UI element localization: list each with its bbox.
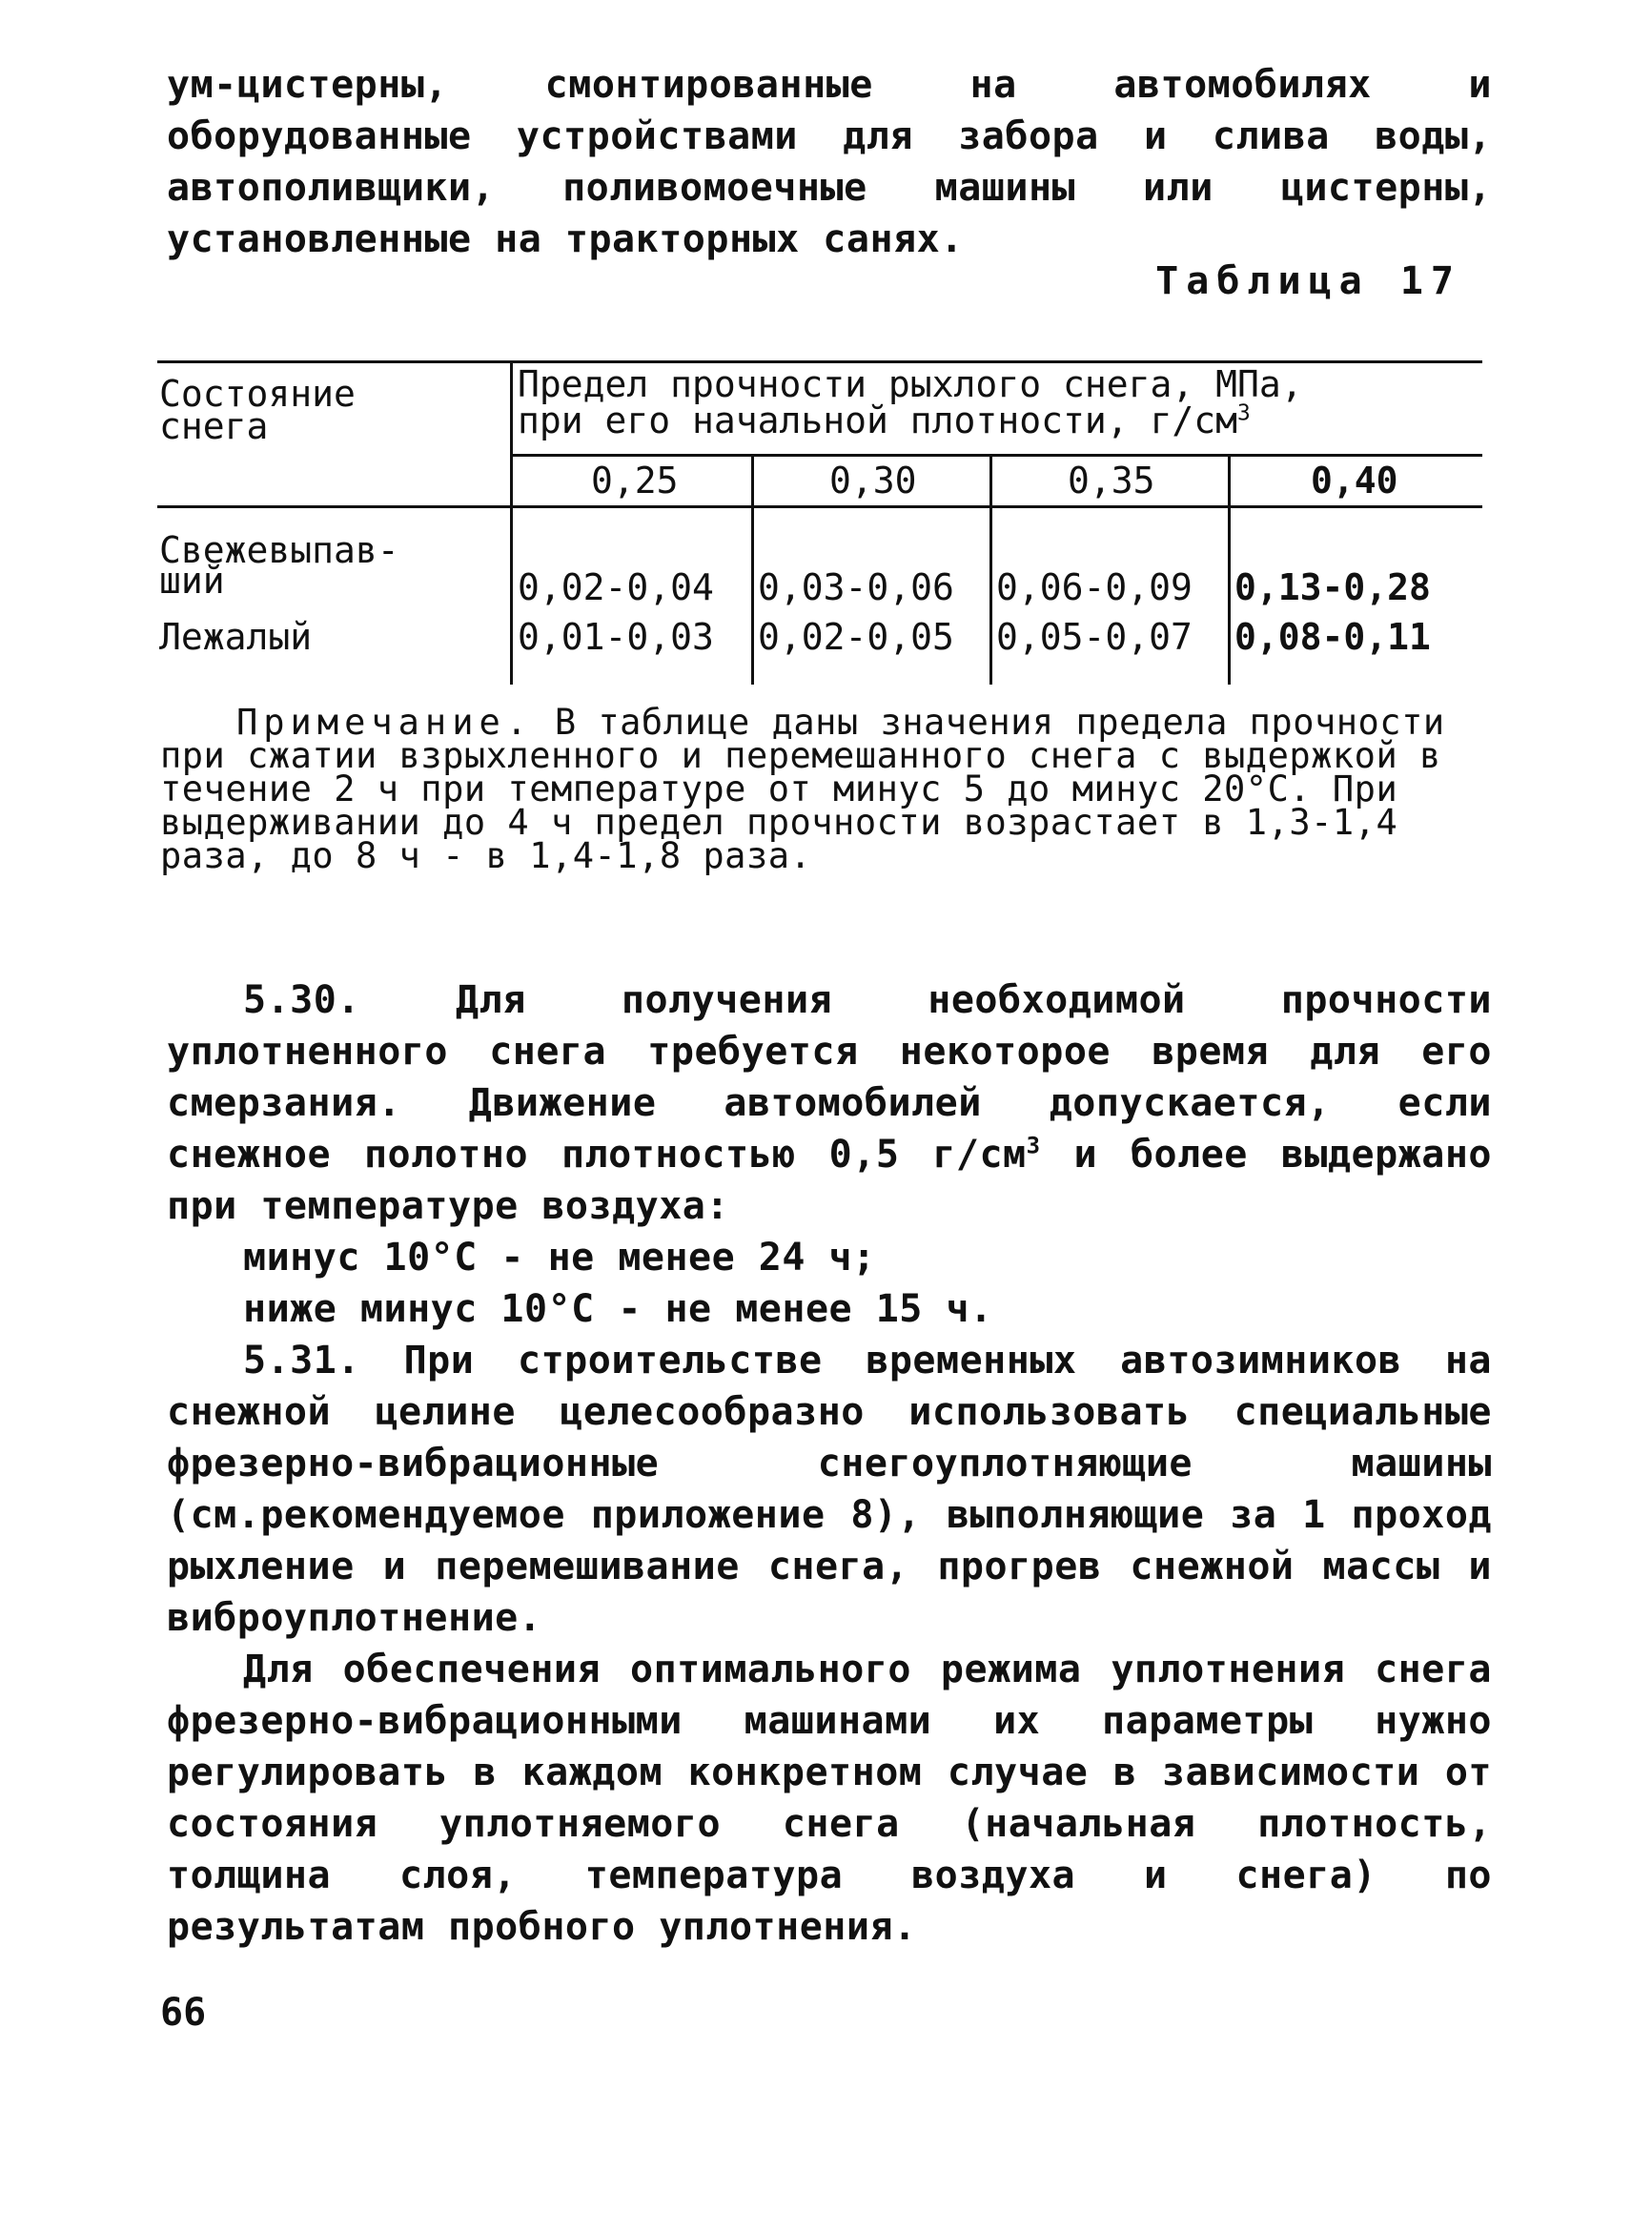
paragraph-final: Для обеспечения оптимального режима уплотнения снега фрезерно-вибрационными машинами их параметры нужно регулировать в каждом конкретном случае в зависимости от состояния уплотняемого снега (начальная плотность, толщина слоя, температура воздуха и снега) по результатам пробного уплотнения. bbox=[167, 1648, 1492, 1949]
condition-below-minus-10: ниже минус 10°С - не менее 15 ч. bbox=[243, 1287, 993, 1331]
table-note bbox=[160, 702, 1485, 876]
table-cell: 0,13-0,28 bbox=[1234, 566, 1431, 608]
row-label: Лежалый bbox=[159, 616, 313, 658]
body-text bbox=[167, 974, 1492, 1953]
condition-minus-10: минус 10°С - не менее 24 ч; bbox=[243, 1236, 876, 1280]
table-vrule-3 bbox=[989, 454, 992, 685]
page-number: 66 bbox=[160, 1991, 207, 2035]
note-text: В таблице даны значения предела прочности при сжатии взрыхленного и перемешанного снега с выдержкой в течение 2 ч при температуре от минус 5 до минус 20°С. При выдерживании до 4 ч предел прочности возрастает в 1,3-1,4 раза, до 8 ч - в 1,4-1,8 раза. bbox=[160, 702, 1445, 876]
intro-paragraph: ум-цистерны, смонтированные на автомобилях и оборудованные устройствами для забора и слива воды, автополивщики, поливомоечные машины или цистерны, установленные на тракторных санях. bbox=[167, 63, 1492, 261]
table-cell: 0,03-0,06 bbox=[758, 566, 954, 608]
table-cell: 0,08-0,11 bbox=[1234, 616, 1431, 658]
table-group-rule bbox=[510, 454, 1482, 457]
paragraph-5-31: 5.31. При строительстве временных автозимников на снежной целине целесообразно использовать специальные фрезерно-вибрационные снегоуплотняющие машины (см.рекомендуемое приложение 8), выполняющие за 1 проход рыхление и перемешивание снега, прогрев снежной массы и виброуплотнение. bbox=[167, 1339, 1492, 1640]
row-header-label: Состояние снега bbox=[159, 373, 356, 447]
col-header-4: 0,40 bbox=[1311, 460, 1398, 502]
col-header-1: 0,25 bbox=[591, 460, 679, 502]
table-caption: Таблица 17 bbox=[1155, 259, 1461, 303]
group-header-line2: при его начальной плотности, $г/см^3$ bbox=[518, 399, 1251, 441]
table-header-rule bbox=[157, 505, 1482, 508]
table-vrule-4 bbox=[1228, 454, 1231, 685]
paragraph-5-30: 5.30. Для получения необходимой прочности уплотненного снега требуется некоторое время для его смерзания. Движение автомобилей допускается, если снежное полотно плотностью 0,5 $г/см^3$ и более выдержано при температуре воздуха: bbox=[167, 978, 1492, 1228]
table-cell: 0,01-0,03 bbox=[518, 616, 714, 658]
data-table bbox=[157, 360, 1482, 685]
group-header-line1: Предел прочности рыхлого снега, МПа, bbox=[518, 363, 1303, 405]
table-cell: 0,02-0,05 bbox=[758, 616, 954, 658]
table-cell: 0,06-0,09 bbox=[996, 566, 1193, 608]
note-lead: Примечание. bbox=[236, 702, 534, 743]
table-vrule-2 bbox=[751, 454, 754, 685]
row-label: Свежевыпав- bbox=[159, 529, 399, 571]
table-vrule-1 bbox=[510, 360, 513, 685]
table-cell: 0,05-0,07 bbox=[996, 616, 1193, 658]
row-label-cont: ший bbox=[159, 560, 225, 602]
col-header-3: 0,35 bbox=[1068, 460, 1155, 502]
table-cell: 0,02-0,04 bbox=[518, 566, 714, 608]
col-header-2: 0,30 bbox=[829, 460, 917, 502]
